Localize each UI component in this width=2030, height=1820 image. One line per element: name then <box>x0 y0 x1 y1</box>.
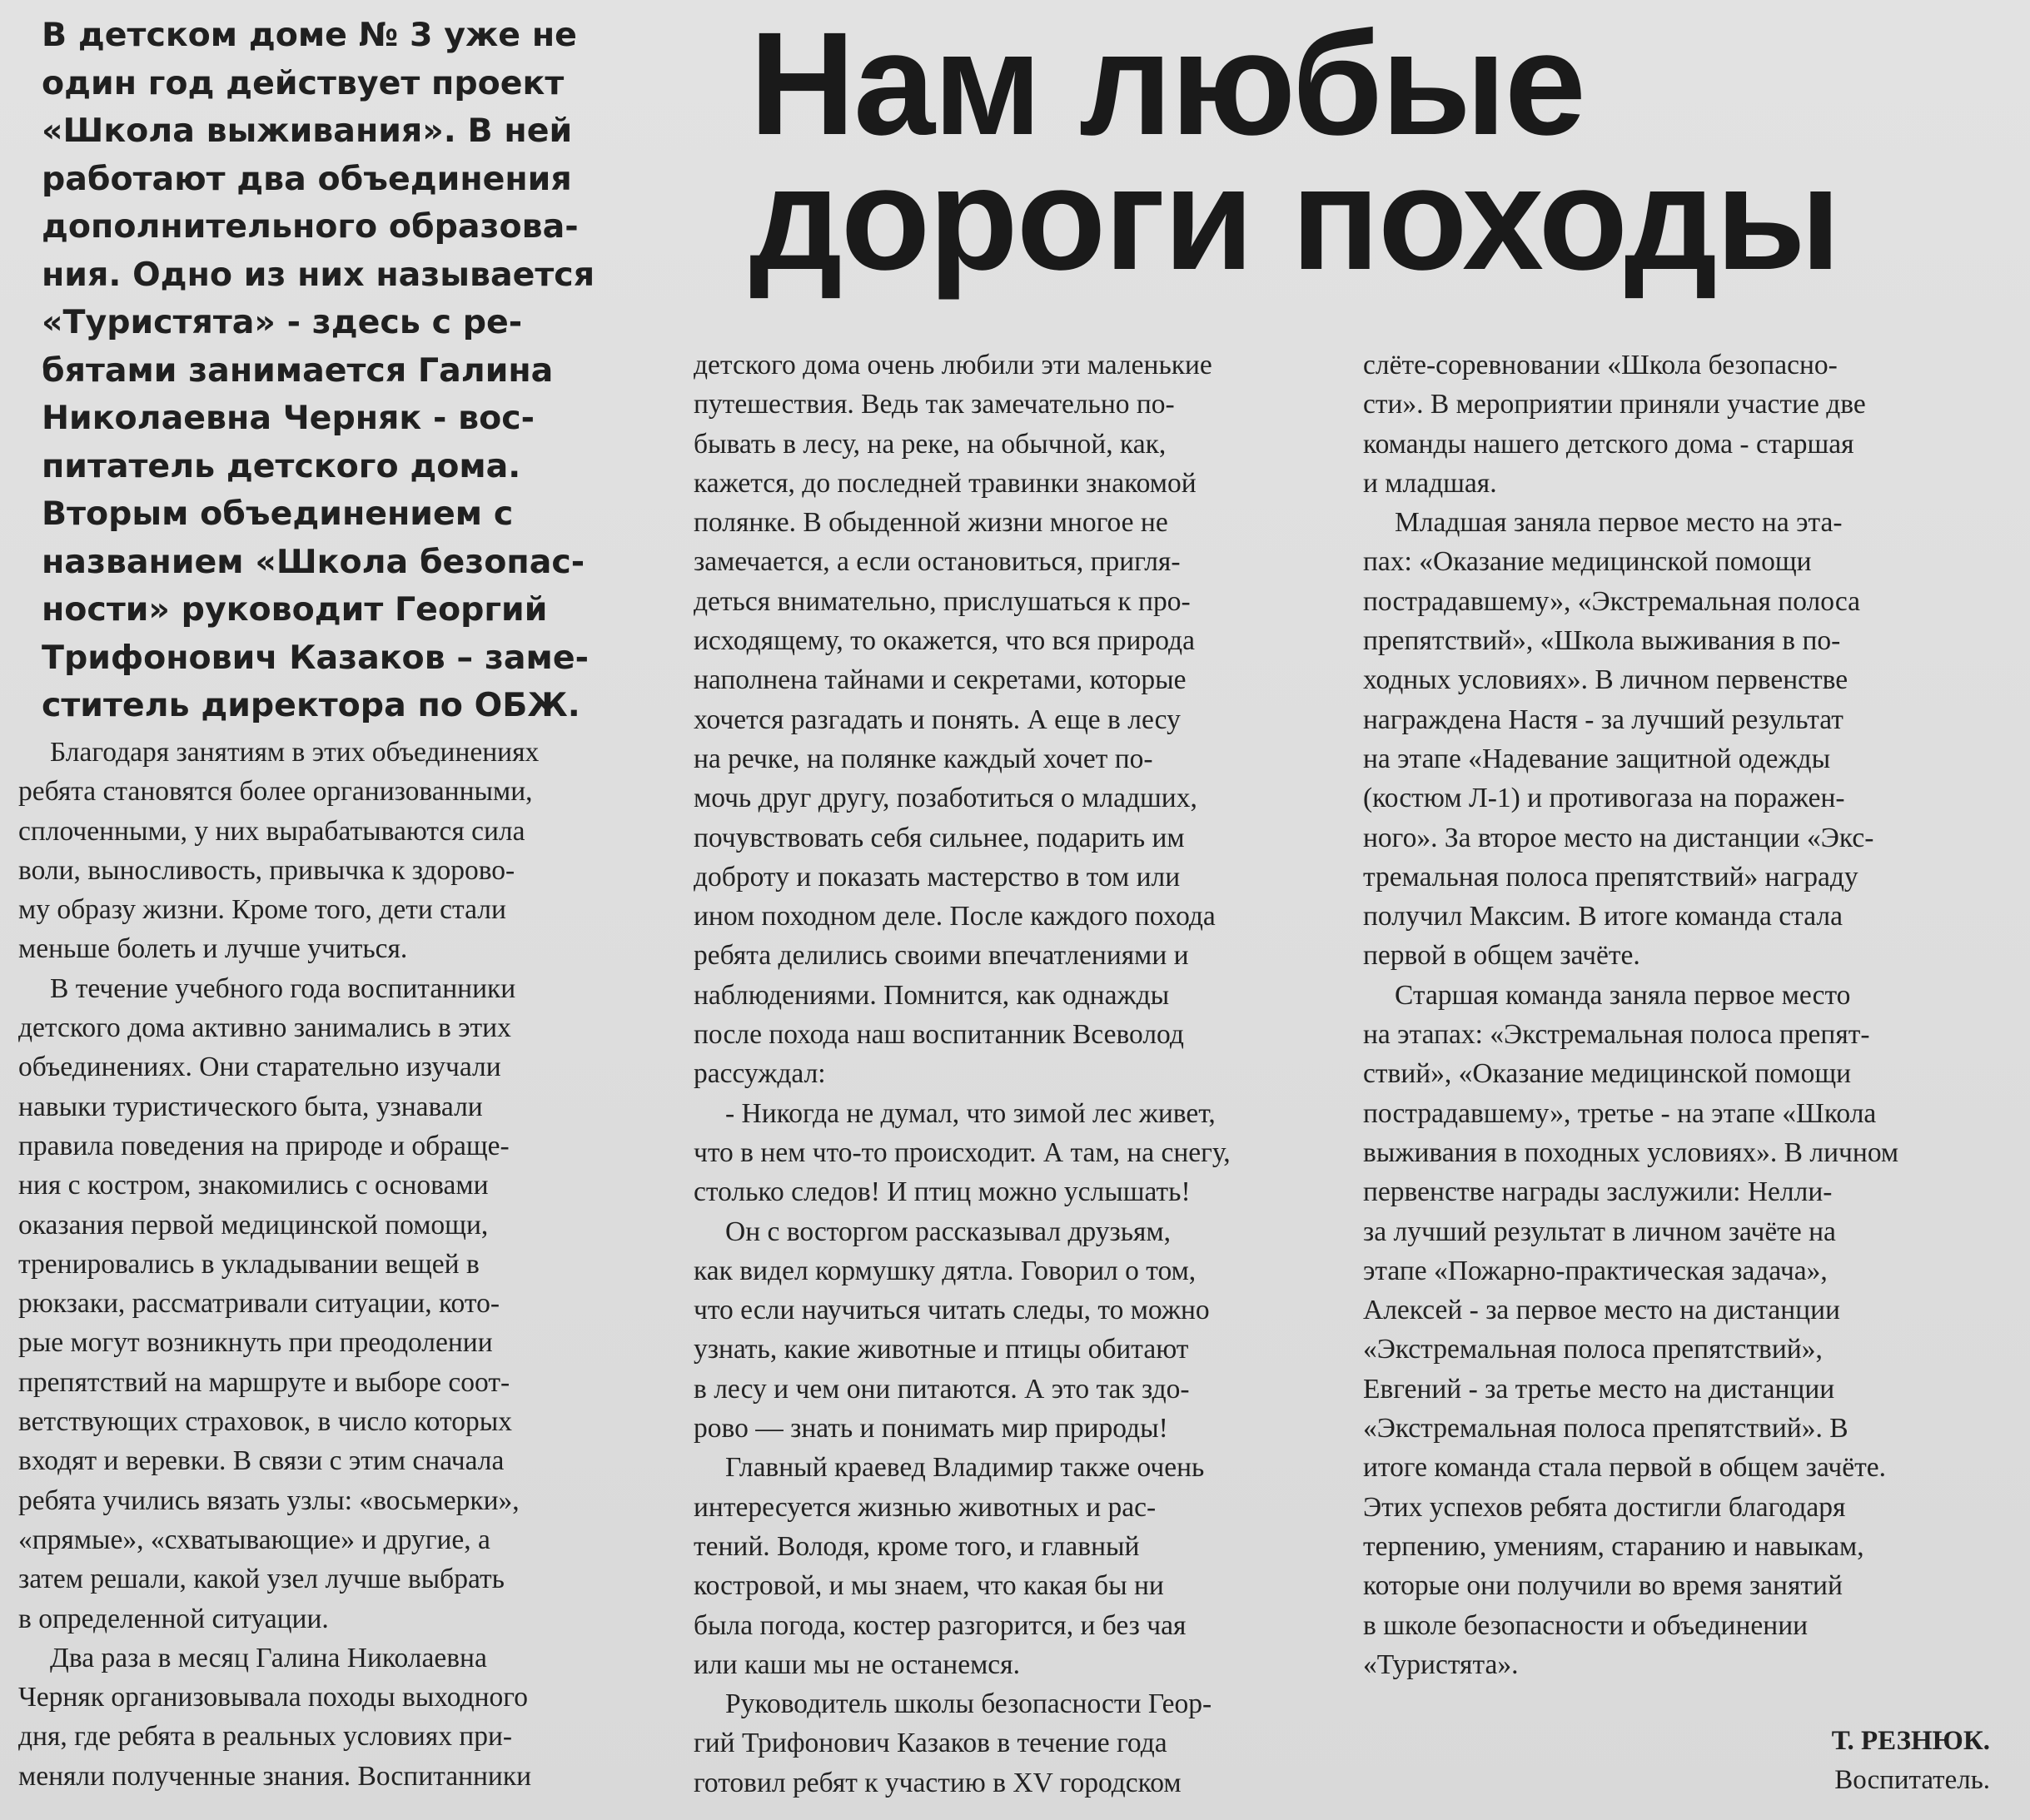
text-line: входят и веревки. В связи с этим сначала <box>18 1445 505 1477</box>
text-line: затем решали, какой узел лучше выбрать <box>18 1564 505 1595</box>
text-line: ином походном деле. После каждого похода <box>694 901 1216 932</box>
article-headline <box>749 2 1998 301</box>
text-line: Главный краевед Владимир также очень <box>725 1452 1205 1484</box>
text-line: (костюм Л-1) и противогаза на поражен- <box>1363 783 1845 814</box>
text-line: как видел кормушку дятла. Говорил о том, <box>694 1255 1197 1286</box>
text-line: слёте-соревновании «Школа безопасно- <box>1363 350 1838 380</box>
text-line: получил Максим. В итоге команда стала <box>1363 901 1843 932</box>
text-line: исходящему, то окажется, что вся природа <box>694 625 1195 657</box>
text-line: навыки туристического быта, узнавали <box>18 1091 483 1122</box>
lead-line: питатель детского дома. <box>42 446 521 485</box>
text-line: тений. Володя, кроме того, и главный <box>694 1530 1140 1562</box>
text-line: меньше болеть и лучше учиться. <box>18 933 408 965</box>
text-line: узнать, какие животные и птицы обитают <box>694 1334 1189 1365</box>
text-line: «прямые», «схватывающие» и другие, а <box>18 1524 490 1555</box>
text-line: награждена Настя - за лучший результат <box>1363 704 1843 735</box>
text-line: ребята становятся более организованными, <box>18 776 533 808</box>
lead-line: В детском доме № 3 уже не <box>42 16 577 54</box>
lead-line: один год действует проект <box>42 63 565 102</box>
text-line: на этапах: «Экстремальная полоса препят- <box>1363 1019 1870 1051</box>
lead-line: ститель директора по ОБЖ. <box>42 686 580 724</box>
text-line: на этапе «Надевание защитной одежды <box>1363 743 1831 774</box>
text-line: что в нем что-то происходит. А там, на снегу, <box>694 1136 1231 1168</box>
text-line: Черняк организовывала походы выходного <box>18 1682 528 1713</box>
text-line: рые могут возникнуть при преодолении <box>18 1327 493 1359</box>
text-line: путешествия. Ведь так замечательно по- <box>694 389 1175 420</box>
text-line: «Экстремальная полоса препятствий», <box>1363 1334 1823 1365</box>
text-line: Благодаря занятиям в этих объединениях <box>50 737 540 768</box>
text-line: первенстве награды заслужили: Нелли- <box>1363 1176 1833 1208</box>
text-line: была погода, костер разгорится, и без чая <box>694 1609 1187 1641</box>
author-name: Т. РЕЗНЮК. <box>1831 1726 1990 1756</box>
text-line: терпению, умениям, старанию и навыкам, <box>1363 1530 1864 1562</box>
lead-line: названием «Школа безопас- <box>42 542 585 581</box>
headline-line: Нам любые <box>749 2 1585 166</box>
text-line: что если научиться читать следы, то можно <box>694 1295 1210 1326</box>
lead-line: Николаевна Черняк - вос- <box>42 399 535 437</box>
text-line: костровой, и мы знаем, что какая бы ни <box>694 1570 1164 1602</box>
text-line: на речке, на полянке каждый хочет по- <box>694 743 1153 774</box>
text-line: сти». В мероприятии приняли участие две <box>1363 389 1866 420</box>
text-line: му образу жизни. Кроме того, дети стали <box>18 894 506 926</box>
text-line: рассуждал: <box>694 1058 826 1090</box>
lead-line: «Туристята» - здесь с ре- <box>42 303 523 341</box>
text-line: В течение учебного года воспитанники <box>50 972 516 1004</box>
text-line: после похода наш воспитанник Всеволод <box>694 1019 1184 1051</box>
text-line: ребята учились вязать узлы: «восьмерки», <box>18 1484 520 1516</box>
text-line: пах: «Оказание медицинской помощи <box>1363 546 1812 578</box>
text-line: наблюдениями. Помнится, как однажды <box>694 979 1170 1011</box>
text-line: Евгений - за третье место на дистанции <box>1363 1373 1835 1405</box>
text-line: готовил ребят к участию в XV городском <box>694 1767 1182 1798</box>
text-line: оказания первой медицинской помощи, <box>18 1209 489 1241</box>
text-line: дня, где ребята в реальных условиях при- <box>18 1721 513 1753</box>
text-line: «Туристята». <box>1363 1648 1519 1680</box>
text-line: пострадавшему», третье - на этапе «Школа <box>1363 1097 1877 1129</box>
text-line: почувствовать себя сильнее, подарить им <box>694 822 1185 853</box>
lead-line: работают два объединения <box>42 159 572 198</box>
text-line: Он с восторгом рассказывал друзьям, <box>725 1216 1172 1247</box>
text-line: в школе безопасности и объединении <box>1363 1609 1809 1641</box>
text-line: гий Трифонович Казаков в течение года <box>694 1728 1167 1759</box>
text-line: ствий», «Оказание медицинской помощи <box>1363 1058 1852 1090</box>
text-line: этапе «Пожарно-практическая задача», <box>1363 1255 1828 1286</box>
lead-line: ния. Одно из них называется <box>42 255 595 294</box>
text-line: замечается, а если остановиться, пригля- <box>694 546 1181 578</box>
text-line: которые они получили во время занятий <box>1363 1570 1843 1602</box>
text-line: детского дома активно занимались в этих <box>18 1012 511 1044</box>
text-line: и младшая. <box>1363 467 1497 499</box>
text-line: Этих успехов ребята достигли благодаря <box>1363 1491 1846 1523</box>
text-line: правила поведения на природе и обраще- <box>18 1130 510 1161</box>
text-line: сплоченными, у них вырабатываются сила <box>18 815 525 847</box>
text-line: бывать в лесу, на реке, на обычной, как, <box>694 428 1167 460</box>
lead-line: ности» руководит Георгий <box>42 590 548 629</box>
text-line: наполнена тайнами и секретами, которые <box>694 664 1187 696</box>
text-line: команды нашего детского дома - старшая <box>1363 428 1854 460</box>
text-line: Младшая заняла первое место на эта- <box>1395 507 1843 539</box>
text-line: или каши мы не останемся. <box>694 1648 1020 1680</box>
lead-line: «Школа выживания». В ней <box>42 112 573 150</box>
text-line: ного». За второе место на дистанции «Экс- <box>1363 822 1874 853</box>
text-line: деться внимательно, прислушаться к про- <box>694 585 1191 617</box>
text-line: - Никогда не думал, что зимой лес живет, <box>725 1097 1216 1129</box>
text-line: тренировались в укладывании вещей в <box>18 1248 480 1280</box>
text-line: выживания в походных условиях». В личном <box>1363 1136 1899 1168</box>
text-line: Алексей - за первое место на дистанции <box>1363 1295 1840 1326</box>
text-line: препятствий на маршруте и выборе соот- <box>18 1366 510 1398</box>
text-line: детского дома очень любили эти маленькие <box>694 350 1212 380</box>
text-line: мочь друг другу, позаботиться о младших, <box>694 783 1197 814</box>
lead-paragraph <box>42 12 624 730</box>
text-column-1 <box>18 733 651 1796</box>
text-line: рово — знать и понимать мир природы! <box>694 1413 1168 1445</box>
text-line: пострадавшему», «Экстремальная полоса <box>1363 585 1860 617</box>
lead-line: бятами занимается Галина <box>42 351 554 390</box>
text-column-3 <box>1363 346 2013 1684</box>
text-line: меняли полученные знания. Воспитанники <box>18 1760 532 1792</box>
text-line: итоге команда стала первой в общем зачёте. <box>1363 1452 1886 1484</box>
text-column-2 <box>694 346 1326 1803</box>
author-role: Воспитатель. <box>1834 1765 1990 1795</box>
text-line: Старшая команда заняла первое место <box>1395 979 1851 1011</box>
text-line: рюкзаки, рассматривали ситуации, кото- <box>18 1288 500 1320</box>
text-line: хочется разгадать и понять. А еще в лесу <box>694 704 1181 735</box>
text-line: Руководитель школы безопасности Геор- <box>725 1688 1212 1720</box>
text-line: ветствующих страховок, в число которых <box>18 1406 512 1438</box>
text-line: препятствий», «Школа выживания в по- <box>1363 625 1841 657</box>
text-line: полянке. В обыденной жизни многое не <box>694 507 1168 539</box>
text-line: ребята делились своими впечатлениями и <box>694 940 1189 972</box>
text-line: в лесу и чем они питаются. А это так здо- <box>694 1373 1190 1405</box>
text-line: доброту и показать мастерство в том или <box>694 861 1181 893</box>
text-line: в определенной ситуации. <box>18 1603 329 1634</box>
text-line: интересуется жизнью животных и рас- <box>694 1491 1157 1523</box>
text-line: за лучший результат в личном зачёте на <box>1363 1216 1836 1247</box>
text-line: первой в общем зачёте. <box>1363 940 1640 972</box>
text-line: объединениях. Они старательно изучали <box>18 1052 501 1083</box>
text-line: кажется, до последней травинки знакомой <box>694 467 1197 499</box>
text-line: столько следов! И птиц можно услышать! <box>694 1176 1191 1208</box>
author-signature <box>1832 1722 1990 1800</box>
lead-line: Трифонович Казаков – заме- <box>42 638 590 677</box>
text-line: ходных условиях». В личном первенстве <box>1363 664 1848 696</box>
text-line: «Экстремальная полоса препятствий». В <box>1363 1413 1848 1445</box>
text-line: ния с костром, знакомились с основами <box>18 1170 489 1201</box>
text-line: тремальная полоса препятствий» награду <box>1363 861 1858 893</box>
headline-line: дороги походы <box>749 137 1839 301</box>
lead-line: Вторым объединением с <box>42 495 514 533</box>
text-line: воли, выносливость, привычка к здорово- <box>18 854 515 886</box>
text-line: Два раза в месяц Галина Николаевна <box>50 1642 487 1673</box>
lead-line: дополнительного образова- <box>42 207 579 246</box>
